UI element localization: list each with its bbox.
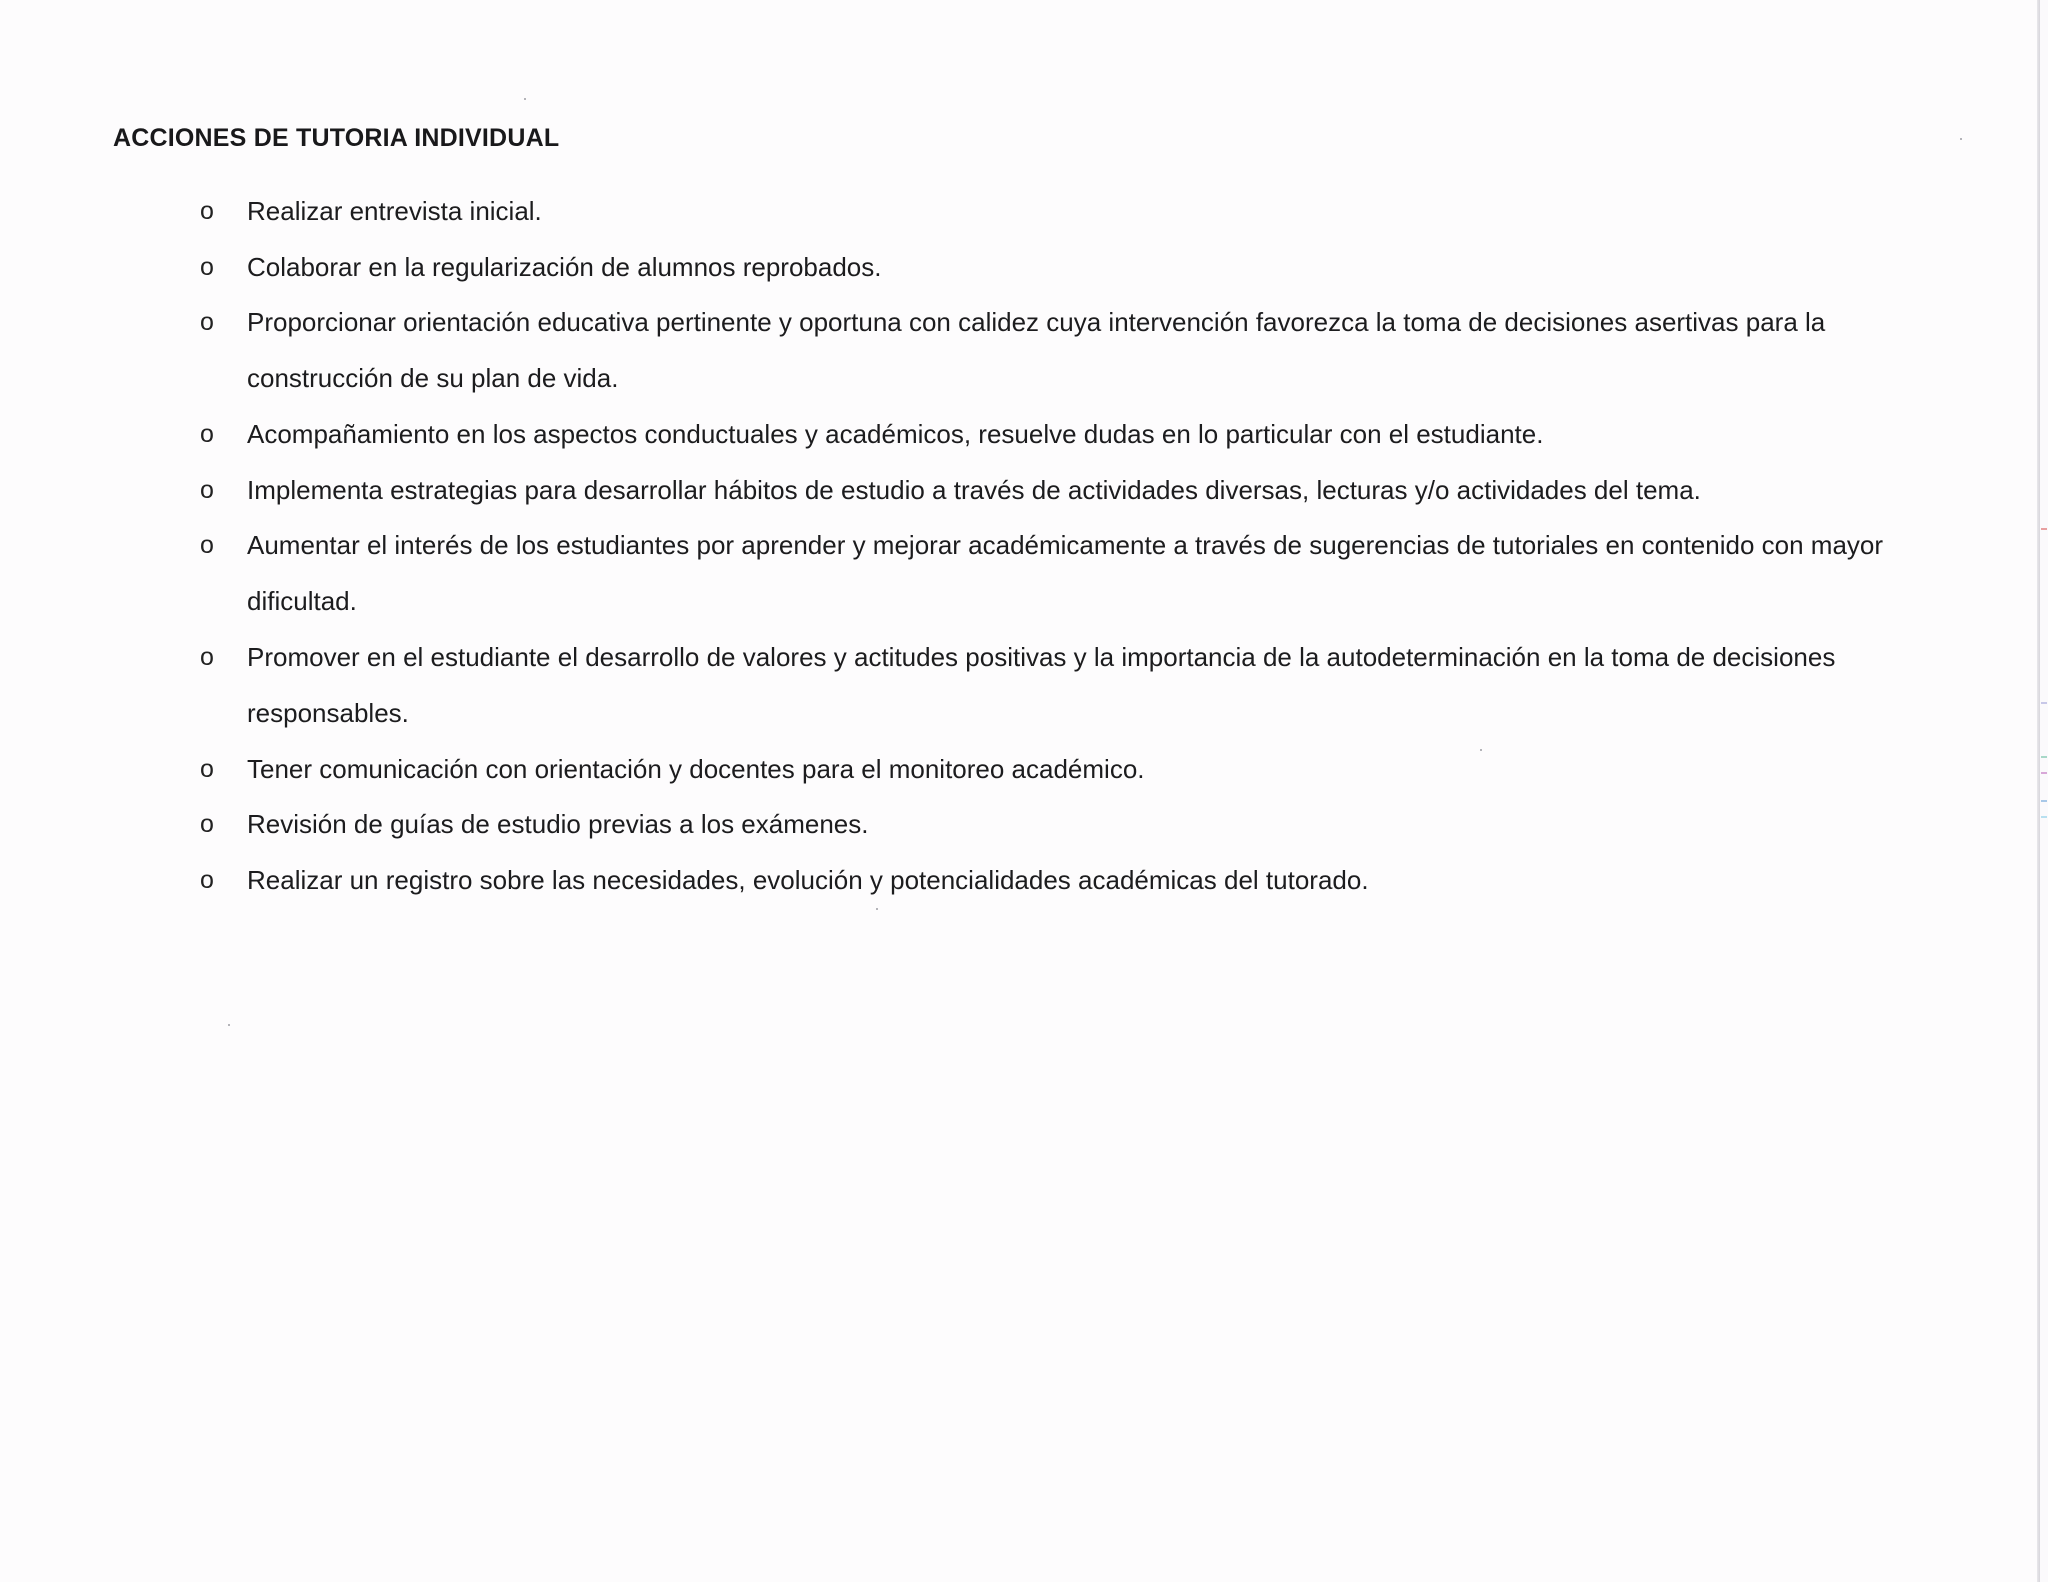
bullet-marker: o <box>200 755 214 783</box>
scan-mark <box>2041 772 2047 774</box>
scan-speck <box>228 1024 230 1026</box>
list-item-text: Tener comunicación con orientación y docentes para el monitoreo académico. <box>247 754 1145 784</box>
list-item-text: Realizar entrevista inicial. <box>247 196 542 226</box>
scan-mark <box>2041 702 2047 704</box>
bullet-marker: o <box>200 420 214 448</box>
scan-mark <box>2041 756 2047 758</box>
scan-mark <box>2041 816 2047 818</box>
scan-speck <box>1960 138 1962 140</box>
page-edge-shadow <box>2040 0 2048 1582</box>
scan-mark <box>2041 528 2047 530</box>
scan-mark <box>2041 800 2047 802</box>
list-item-text: Aumentar el interés de los estudiantes por aprender y mejorar académicamente a través de sugerencias de tutoriales en contenido con mayor dificultad. <box>247 530 1884 616</box>
list-item-text: Acompañamiento en los aspectos conductuales y académicos, resuelve dudas en lo particular con el estudiante. <box>247 419 1544 449</box>
scan-speck <box>524 98 526 100</box>
scan-speck <box>876 908 878 910</box>
bullet-marker: o <box>200 253 214 281</box>
list-item-text: Colaborar en la regularización de alumnos reprobados. <box>247 252 882 282</box>
bullet-marker: o <box>200 810 214 838</box>
bullet-marker: o <box>200 476 214 504</box>
list-item-text: Promover en el estudiante el desarrollo de valores y actitudes positivas y la importancia de la autodeterminación en la toma de decisiones responsables. <box>247 642 1836 728</box>
list-item-text: Realizar un registro sobre las necesidades, evolución y potencialidades académicas del tutorado. <box>247 865 1369 895</box>
list-item-text: Revisión de guías de estudio previas a los exámenes. <box>247 809 869 839</box>
bullet-marker: o <box>200 531 214 559</box>
list-item-text: Proporcionar orientación educativa pertinente y oportuna con calidez cuya intervención favorezca la toma de decisiones asertivas para la construcción de su plan de vida. <box>247 307 1826 393</box>
bullet-marker: o <box>200 643 214 671</box>
document-heading: ACCIONES DE TUTORIA INDIVIDUAL <box>113 124 560 152</box>
bullet-marker: o <box>200 308 214 336</box>
bullet-marker: o <box>200 197 214 225</box>
bullet-marker: o <box>200 866 214 894</box>
list-item-text: Implementa estrategias para desarrollar hábitos de estudio a través de actividades diversas, lecturas y/o actividades del tema. <box>247 475 1701 505</box>
